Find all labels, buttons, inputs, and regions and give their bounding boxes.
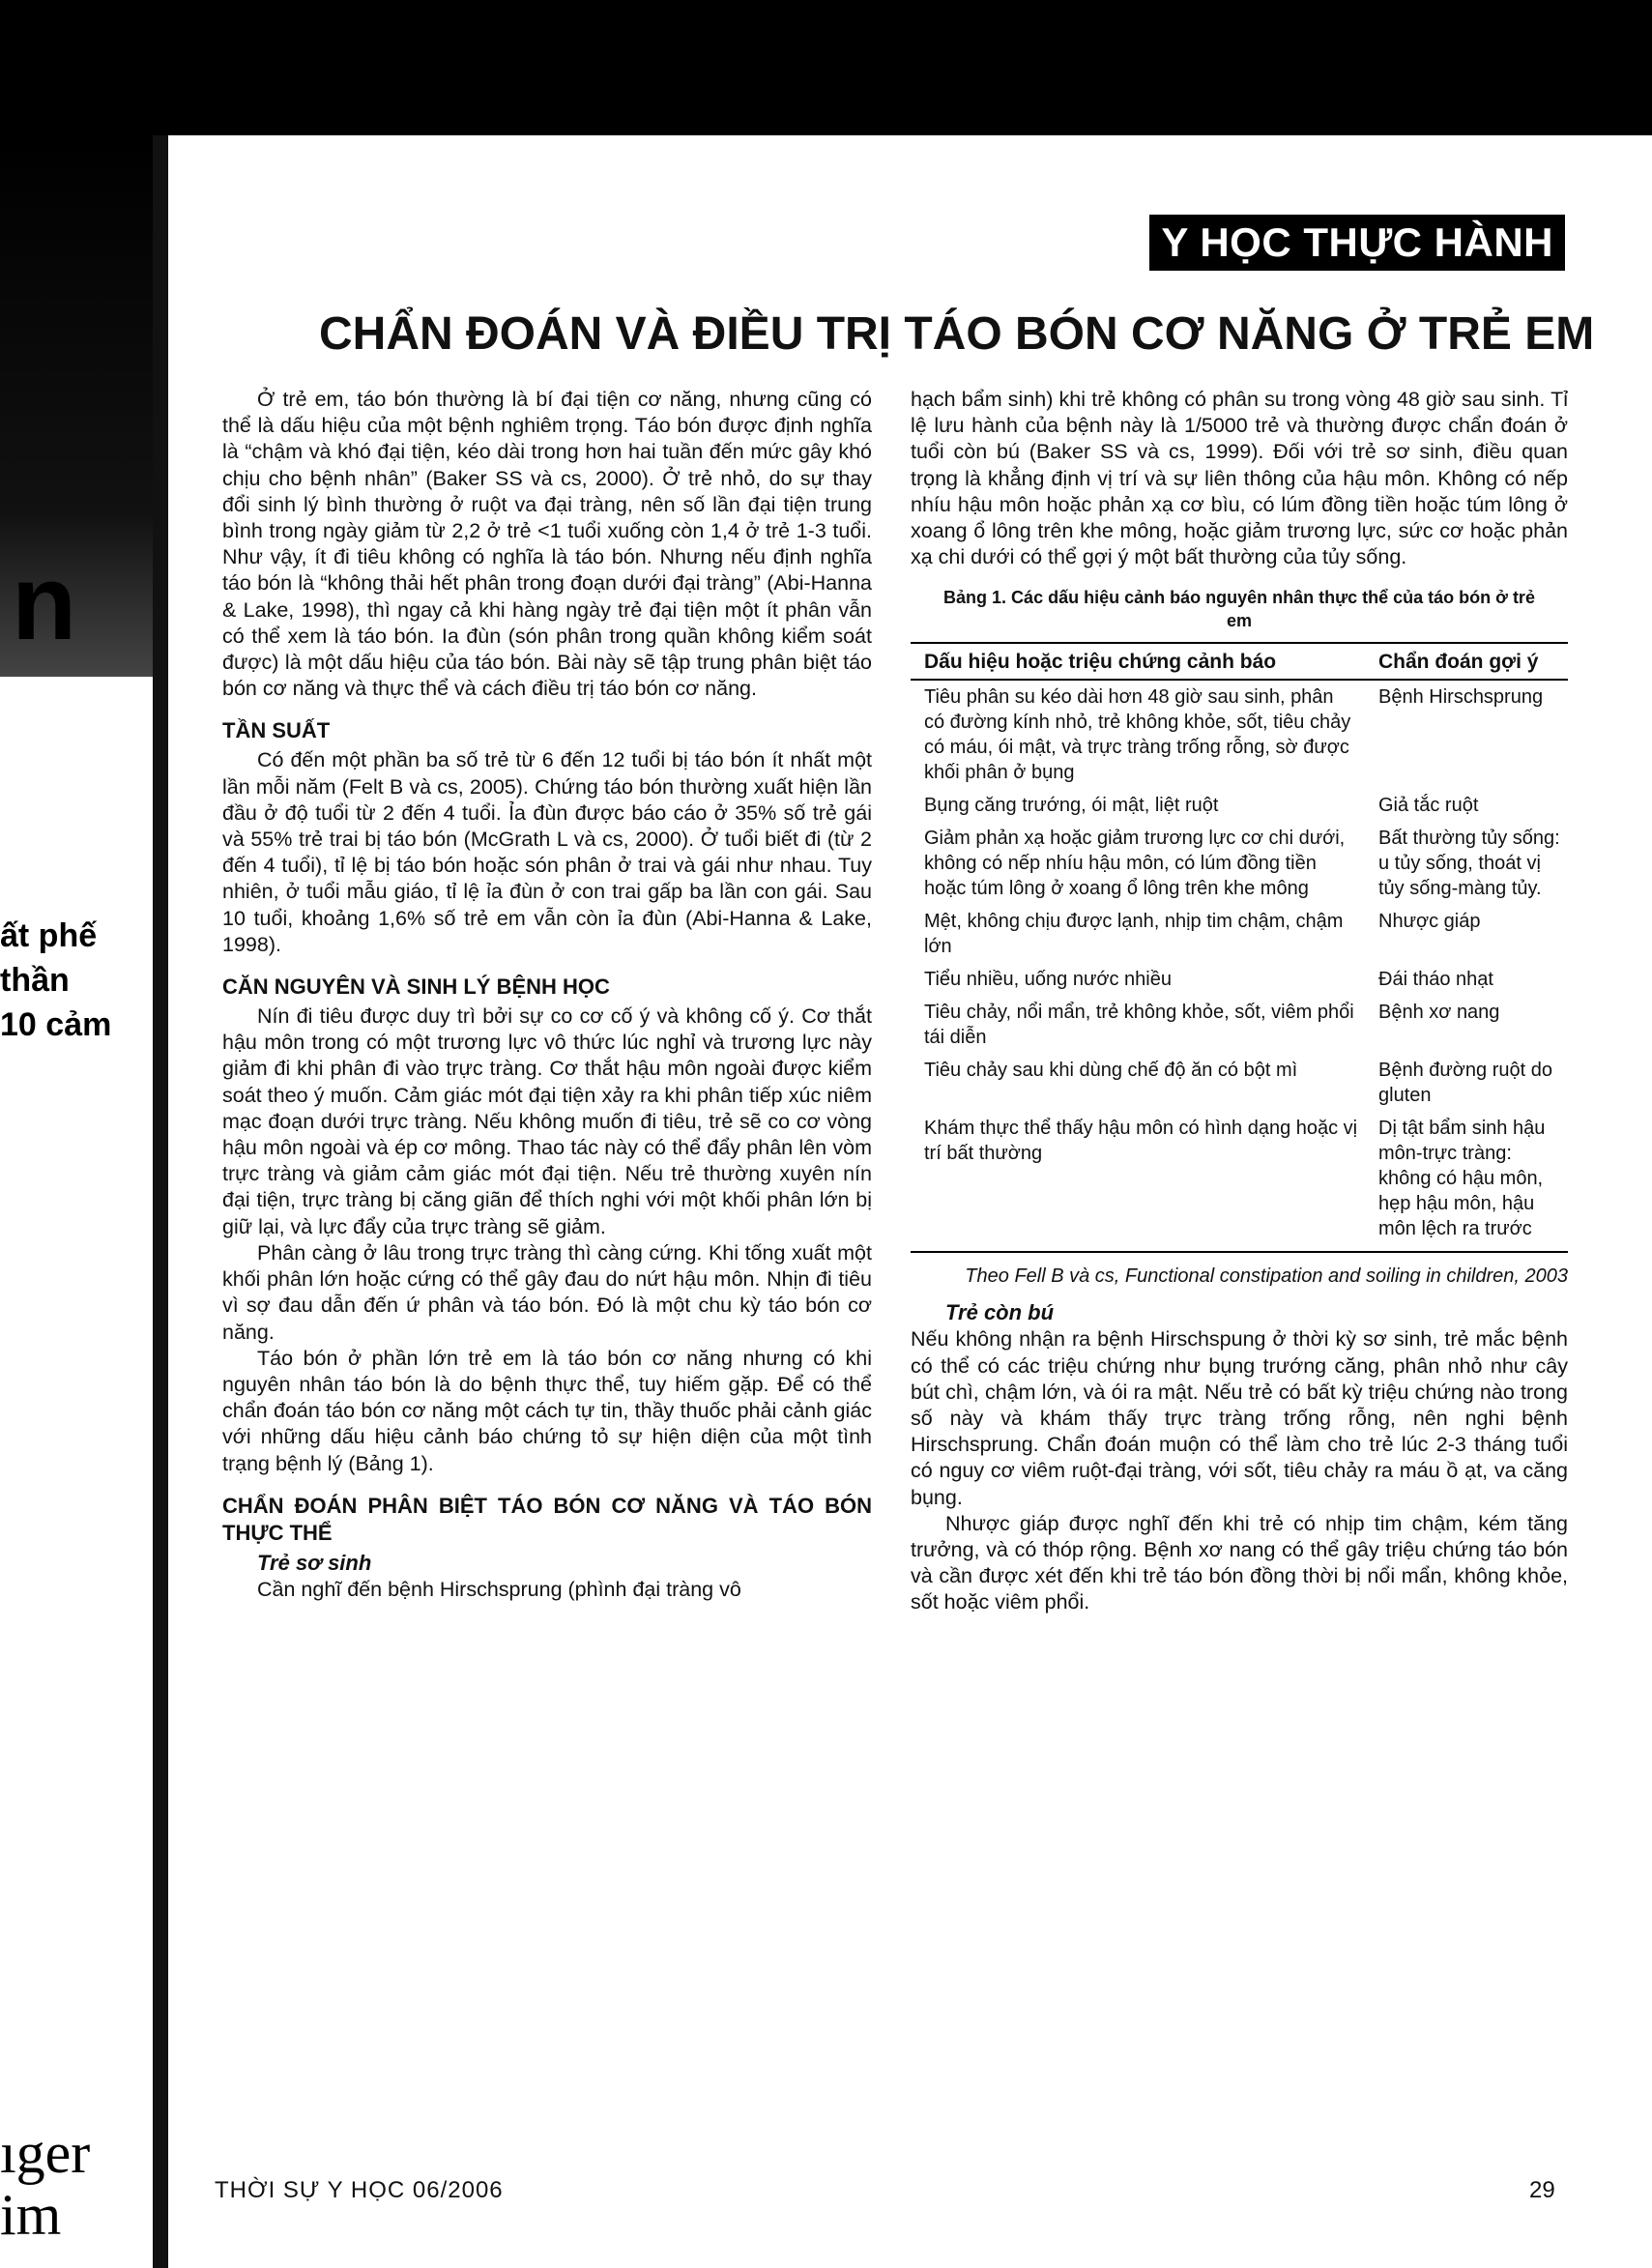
table-row bbox=[911, 822, 1568, 905]
etiology-paragraph-1: Nín đi tiêu được duy trì bởi sự co cơ cố ý và không cố ý. Cơ thắt hậu môn trong có một trương lực vô thức lúc nghỉ và trương lực này giảm đi khi phân đi vào trực tràng. Cơ thắt hậu môn ngoài được kiểm soát theo ý muốn. Cảm giác mót đại tiện xảy ra khi phân tiếp xúc niêm mạc đoạn dưới trực tràng. Nếu không muốn đi tiêu, trẻ sẽ co cơ vòng hậu môn ngoài và ép cơ mông. Thao tác này có thể đẩy phân lên vòm trực tràng và giảm cảm giác mót đại tiện. Nếu trẻ thường xuyên nín đại tiện, trực tràng bị căng giãn để thích nghi với một khối phân lớn bị giữ lại, và lực đẩy của trực tràng sẽ giảm. bbox=[222, 1004, 872, 1238]
page-gutter-edge bbox=[153, 135, 168, 2268]
table-cell: Tiêu chảy, nổi mẩn, trẻ không khỏe, sốt, viêm phổi tái diễn bbox=[924, 1002, 1354, 1049]
table-row bbox=[911, 963, 1568, 996]
frequency-paragraph: Có đến một phần ba số trẻ từ 6 đến 12 tuổi bị táo bón ít nhất một lần mỗi năm (Felt B và cs, 2005). Chứng táo bón thường xuất hiện lần đầu ở độ tuổi từ 2 đến 4 tuổi. Ỉa đùn được báo cáo ở 35% số trẻ gái và 55% trẻ trai bị táo bón (McGrath L và cs, 2000). Ở tuổi biết đi (từ 2 đến 4 tuổi), tỉ lệ bị táo bón hoặc són phân ở trai và gái như nhau. Tuy nhiên, ở tuổi mẫu giáo, tỉ lệ ỉa đùn ở con trai gấp ba lần con gái. Sau 10 tuổi, khoảng 1,6% số trẻ em vẫn còn ỉa đùn (Abi-Hanna & Lake, 1998). bbox=[222, 748, 872, 956]
etiology-paragraph-3: Táo bón ở phần lớn trẻ em là táo bón cơ năng nhưng có khi nguyên nhân táo bón là do bệnh thực thể, tuy hiếm gặp. Để có thể chẩn đoán táo bón cơ năng một cách tự tin, thầy thuốc phải cảnh giác với những dấu hiệu cảnh báo chứng tỏ sự hiện diện của một tình trạng bệnh lý (Bảng 1). bbox=[222, 1346, 872, 1475]
infant-paragraph-2: Nhược giáp được nghĩ đến khi trẻ có nhịp tim chậm, kém tăng trưởng, và có thóp rộng. Bệnh xơ nang có thể gây triệu chứng táo bón và cần được xét đến khi trẻ táo bón đồng thời bị nổi mẩn, không khỏe, sốt hoặc viêm phổi. bbox=[911, 1511, 1568, 1614]
warning-signs-table bbox=[911, 642, 1568, 1253]
etiology-paragraph-2: Phân càng ở lâu trong trực tràng thì càng cứng. Khi tống xuất một khối phân lớn hoặc cứng có thể gây đau do nứt hậu môn. Nhịn đi tiêu vì sợ đau dẫn đến ứ phân và táo bón. Đó là một chu kỳ táo bón cơ năng. bbox=[222, 1240, 872, 1344]
table-cell: Giả tắc ruột bbox=[1378, 795, 1479, 817]
table-row bbox=[911, 996, 1568, 1054]
margin-fragment-line: ıger bbox=[0, 2121, 91, 2185]
table-cell: Mệt, không chịu được lạnh, nhịp tim chậm, chậm lớn bbox=[924, 911, 1344, 958]
section-label: Y HỌC THỰC HÀNH bbox=[1149, 215, 1565, 271]
margin-fragment-letter: n bbox=[12, 543, 77, 662]
margin-fragment-line: ất phế bbox=[0, 917, 98, 954]
top-black-band bbox=[0, 0, 1652, 135]
left-column bbox=[222, 387, 872, 1603]
infant-paragraph-1: Nếu không nhận ra bệnh Hirschspung ở thời kỳ sơ sinh, trẻ mắc bệnh có thể có các triệu chứng như bụng trướng căng, phân nhỏ như cây bút chì, chậm lớn, và ói ra mật. Nếu trẻ có bất kỳ triệu chứng nào trong số này và khám thấy trực tràng trống rỗng, nên nghi bệnh Hirschsprung. Chẩn đoán muộn có thể làm cho trẻ lúc 2-3 tháng tuổi có nguy cơ viêm ruột-đại tràng, với sốt, tiêu chảy ra máu ồ ạt, va căng bụng. bbox=[911, 1327, 1568, 1509]
heading-frequency: TẦN SUẤT bbox=[222, 718, 331, 743]
margin-fragment-line: im bbox=[0, 2183, 62, 2247]
table-header-diagnosis: Chẩn đoán gợi ý bbox=[1365, 643, 1568, 680]
table-row bbox=[911, 680, 1568, 789]
table-cell: Bụng căng trướng, ói mật, liệt ruột bbox=[924, 795, 1219, 817]
table-caption: Bảng 1. Các dấu hiệu cảnh báo nguyên nhân thực thể của táo bón ở trẻ em bbox=[943, 588, 1535, 631]
table-cell: Khám thực thể thấy hậu môn có hình dạng hoặc vị trí bất thường bbox=[911, 1112, 1365, 1252]
table-row bbox=[911, 1112, 1568, 1252]
table-cell: Tiểu nhiều, uống nước nhiều bbox=[924, 969, 1172, 991]
journal-footer: THỜI SỰ Y HỌC 06/2006 bbox=[215, 2177, 504, 2203]
table-cell: Giảm phản xạ hoặc giảm trương lực cơ chi dưới, không có nếp nhíu hậu môn, có lúm đồng tiền hoặc túm lông ở xoang ổ lông trên khe mông bbox=[924, 828, 1346, 900]
table-cell: Bệnh Hirschsprung bbox=[1378, 686, 1544, 709]
table-cell: Bệnh xơ nang bbox=[1378, 1002, 1500, 1024]
table-cell: Dị tật bẩm sinh hậu môn-trực tràng: không có hậu môn, hẹp hậu môn, hậu môn lệch ra trước bbox=[1365, 1112, 1568, 1252]
margin-fragment-lines bbox=[0, 914, 111, 1047]
subheading-infant: Trẻ còn bú bbox=[945, 1300, 1055, 1325]
table-row bbox=[911, 789, 1568, 822]
table-cell: Đái tháo nhạt bbox=[1378, 969, 1493, 991]
table-cell: Nhược giáp bbox=[1378, 911, 1481, 933]
previous-page-strip bbox=[0, 135, 169, 2268]
table-header-signs: Dấu hiệu hoặc triệu chứng cảnh báo bbox=[911, 643, 1365, 680]
table-cell: Bất thường tủy sống: u tủy sống, thoát vị tủy sống-màng tủy. bbox=[1378, 828, 1560, 900]
margin-fragment-line: thần bbox=[0, 962, 70, 999]
intro-paragraph: Ở trẻ em, táo bón thường là bí đại tiện cơ năng, nhưng cũng có thể là dấu hiệu của một bệnh nghiêm trọng. Táo bón được định nghĩa là “chậm và khó đại tiện, kéo dài trong hơn hai tuần đến mức gây khó chịu cho bệnh nhân” (Baker SS và cs, 2000). Ở trẻ nhỏ, do sự thay đổi sinh lý bình thường ở ruột va đại tràng, nên số lần đại tiện trung bình trong ngày giảm từ 2,2 ở trẻ <1 tuổi xuống còn 1,4 ở trẻ 1-3 tuổi. Như vậy, ít đi tiêu không có nghĩa là táo bón. Nhưng nếu định nghĩa táo bón là “không thải hết phân trong đoạn dưới đại tràng” (Abi-Hanna & Lake, 1998), thì ngay cả khi hàng ngày trẻ đại tiện một ít phân vẫn có thể xem là táo bón. Ia đùn (són phân trong quần không kiểm soát được) là một dấu hiệu của táo bón. Bài này sẽ tập trung phân biệt táo bón cơ năng và thực thể và cách điều trị táo bón cơ năng. bbox=[222, 388, 872, 701]
heading-etiology: CĂN NGUYÊN VÀ SINH LÝ BỆNH HỌC bbox=[222, 974, 610, 1000]
right-column bbox=[911, 387, 1568, 1616]
heading-differential: CHẨN ĐOÁN PHÂN BIỆT TÁO BÓN CƠ NĂNG VÀ TÁO BÓN THỰC THỂ bbox=[222, 1493, 872, 1545]
table-header-row bbox=[911, 643, 1568, 680]
table-row bbox=[911, 905, 1568, 963]
page-number: 29 bbox=[1529, 2177, 1555, 2203]
article-title: CHẨN ĐOÁN VÀ ĐIỀU TRỊ TÁO BÓN CƠ NĂNG Ở TRẺ EM bbox=[319, 308, 1595, 360]
table-cell: Tiêu phân su kéo dài hơn 48 giờ sau sinh, phân có đường kính nhỏ, trẻ không khỏe, sốt, tiêu chảy có máu, ói mật, và trực tràng trống rỗng, sờ được khối phân ở bụng bbox=[924, 686, 1351, 784]
margin-fragment-line: 10 cảm bbox=[0, 1006, 112, 1043]
table-source: Theo Fell B và cs, Functional constipation and soiling in children, 2003 bbox=[965, 1265, 1568, 1288]
newborn-paragraph-continued: hạch bẩm sinh) khi trẻ không có phân su trong vòng 48 giờ sau sinh. Tỉ lệ lưu hành của bệnh này là 1/5000 trẻ và thường được chẩn đoán ở tuổi còn bú (Baker SS và cs, 1999). Đối với trẻ sơ sinh, điều quan trọng là khẳng định vị trí và sự liên thông của hậu môn. Không có nếp nhíu hậu môn hoặc phản xạ cơ bìu, có lúm đồng tiền hoặc túm lông ở xoang ổ lông trên khe mông, hoặc giảm trương lực, sức cơ hoặc phản xạ chi dưới có thể gợi ý một bất thường của tủy sống. bbox=[911, 388, 1568, 569]
table-cell: Bệnh đường ruột do gluten bbox=[1378, 1060, 1552, 1107]
table-row bbox=[911, 1054, 1568, 1112]
subheading-newborn: Trẻ sơ sinh bbox=[257, 1550, 372, 1575]
margin-fragment-bottom bbox=[0, 2122, 90, 2246]
table-cell: Tiêu chảy sau khi dùng chế độ ăn có bột mì bbox=[924, 1060, 1298, 1082]
newborn-paragraph: Cần nghĩ đến bệnh Hirschsprung (phình đại tràng vô bbox=[257, 1577, 741, 1601]
